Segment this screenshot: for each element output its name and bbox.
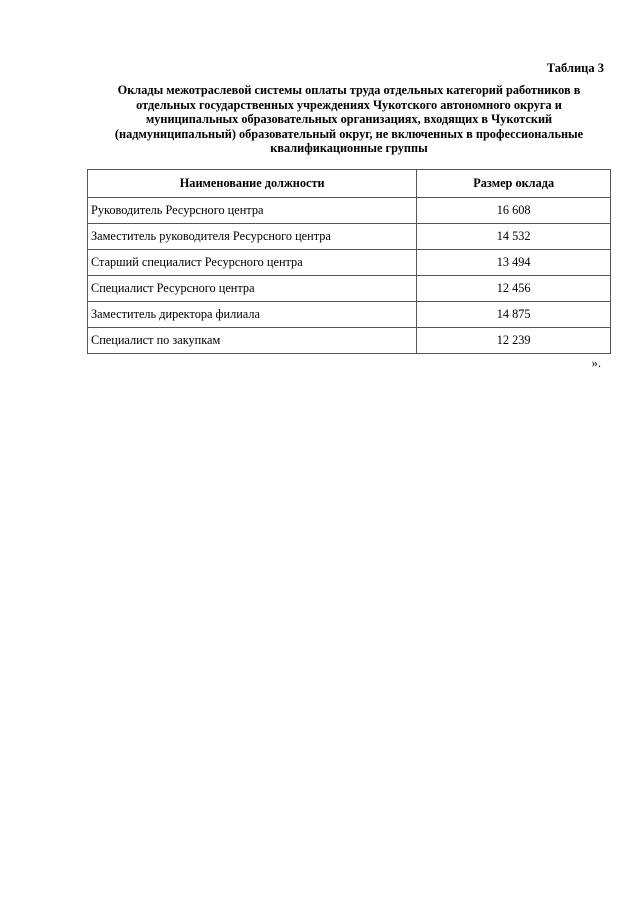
table-row — [88, 276, 611, 302]
title-line: муниципальных образовательных организациях, входящих в Чукотский — [145, 112, 553, 127]
table-row — [88, 328, 611, 354]
title-line: квалификационные группы — [270, 141, 428, 156]
title-line: отдельных государственных учреждениях Чукотского автономного округа и — [136, 97, 562, 112]
header-position: Наименование должности — [88, 170, 417, 198]
header-salary: Размер оклада — [417, 170, 611, 198]
position-cell: Специалист Ресурсного центра — [88, 276, 417, 302]
title-line: (надмуниципальный) образовательный округ, не включенных в профессиональные — [114, 126, 584, 141]
salary-cell: 14 875 — [417, 302, 611, 328]
title-line: Оклады межотраслевой системы оплаты труда отдельных категорий работников в — [117, 83, 581, 97]
closing-quote-mark: ». — [591, 356, 601, 370]
position-cell: Заместитель директора филиала — [88, 302, 417, 328]
table-row — [88, 198, 611, 224]
salary-cell: 16 608 — [417, 198, 611, 224]
table-row — [88, 224, 611, 250]
salary-cell: 12 239 — [417, 328, 611, 354]
table-row — [88, 250, 611, 276]
position-cell: Старший специалист Ресурсного центра — [88, 250, 417, 276]
salary-cell: 14 532 — [417, 224, 611, 250]
table-header-row — [88, 170, 611, 198]
salary-cell: 12 456 — [417, 276, 611, 302]
position-cell: Специалист по закупкам — [88, 328, 417, 354]
salary-table — [87, 169, 611, 354]
table-title — [88, 83, 610, 156]
table-number-label: Таблица 3 — [546, 61, 604, 75]
position-cell: Заместитель руководителя Ресурсного центра — [88, 224, 417, 250]
table-row — [88, 302, 611, 328]
salary-cell: 13 494 — [417, 250, 611, 276]
position-cell: Руководитель Ресурсного центра — [88, 198, 417, 224]
